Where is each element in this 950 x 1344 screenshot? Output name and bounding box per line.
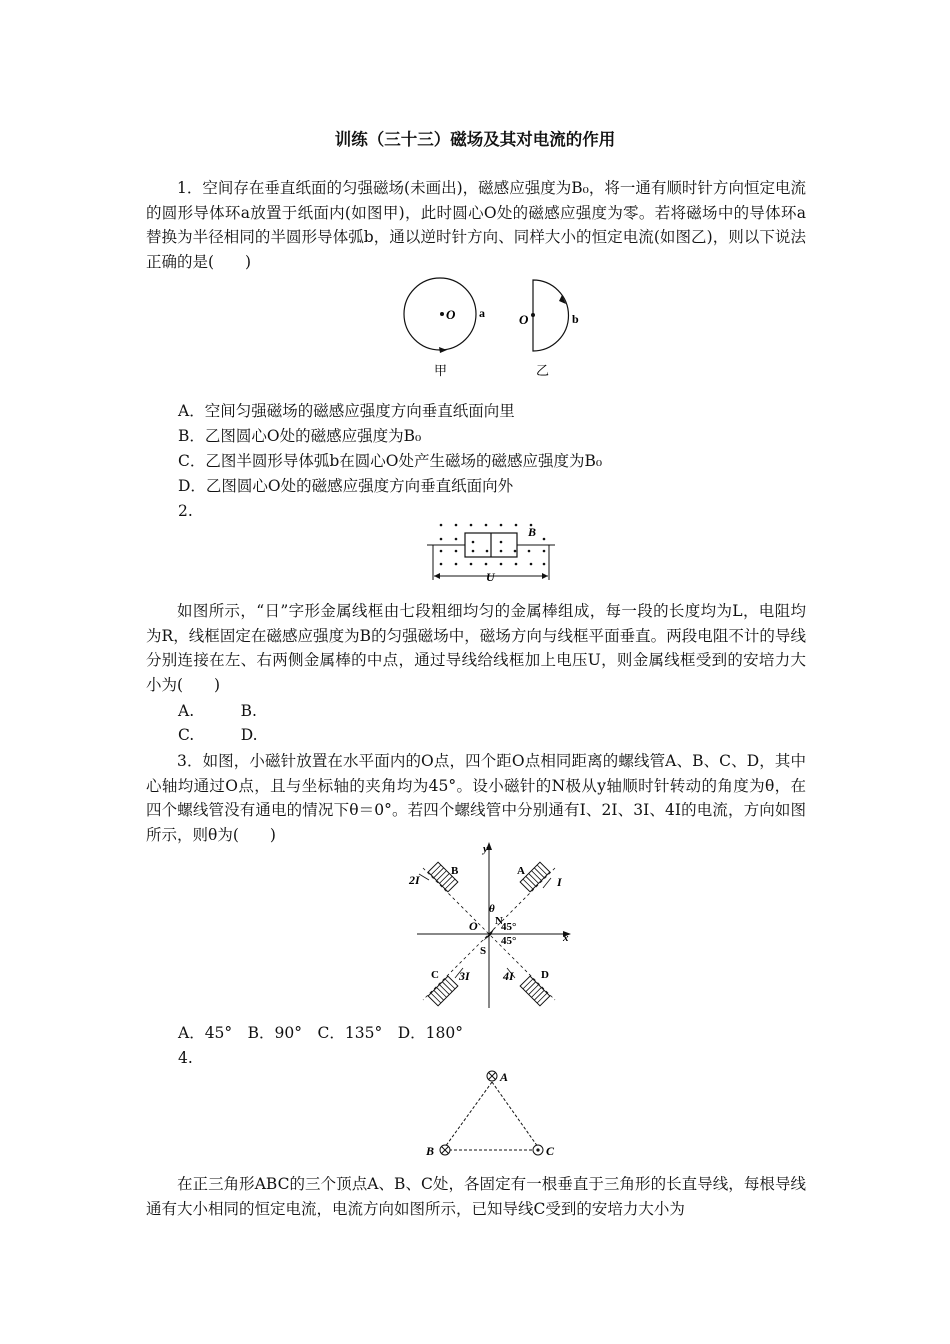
label-b: B [451, 865, 459, 877]
label-c: C [431, 969, 439, 981]
question-4-stem: 在正三角形ABC的三个顶点A、B、C处，各固定有一根垂直于三角形的长直导线，每根导线通有大小相同的恒定电流，电流方向如图所示，已知导线C受到的安培力大小为 [146, 1175, 806, 1218]
arc-label-b: b [572, 312, 579, 326]
label-c: C [546, 1144, 555, 1158]
wire-c [533, 1145, 543, 1155]
ring-label-a: a [479, 306, 485, 320]
question-2-number: 2. [178, 502, 193, 520]
x-axis-label: x [563, 932, 569, 944]
origin-label: O [469, 919, 478, 933]
q1-option-a: A．空间匀强磁场的磁感应强度方向垂直纸面向里 [178, 402, 515, 420]
label-d: D [541, 969, 549, 981]
q2-options-ab: A. B. [178, 702, 257, 720]
center-label-a: O [446, 307, 456, 322]
question-3-stem: 3．如图，小磁针放置在水平面内的O点，四个距O点相同距离的螺线管A、B、C、D，其中心轴均通过O点，且与坐标轴的夹角均为45°。设小磁针的N极从y轴顺时针转动的角度为θ，在四个螺线管没有通电的情况下θ＝0°。若四个螺线管中分别通有I、2I、3I、4I的电流，方向如图所示，则θ为( ) [146, 752, 806, 844]
current-a: I [557, 875, 562, 889]
angle-label-2: 45° [501, 935, 517, 947]
label-a: A [500, 1070, 509, 1084]
page-title: 训练（三十三）磁场及其对电流的作用 [334, 130, 616, 149]
question-1-stem: 1．空间存在垂直纸面的匀强磁场(未画出)，磁感应强度为B₀，将一通有顺时针方向恒定电流的圆形导体环a放置于纸面内(如图甲)，此时圆心O处的磁感应强度为零。若将磁场中的导体环a替换为半径相同的半圆形导体弧b，通以逆时针方向、同样大小的恒定电流(如图乙)，则以下说法正确的是( ) [146, 179, 806, 271]
center-dot-a [440, 312, 444, 316]
center-label-b: O [519, 312, 529, 327]
center-dot-b [531, 313, 535, 317]
caption-jia: 甲 [434, 363, 448, 378]
wire-b [440, 1145, 450, 1155]
current-d: 4I [503, 969, 514, 983]
angle-label-1: 45° [501, 921, 517, 933]
question-2-figure [425, 518, 560, 586]
q2-options-cd: C. D. [178, 726, 258, 744]
north-label: N [495, 915, 503, 927]
theta-label: θ [489, 903, 495, 915]
q3-options: A．45° B．90° C．135° D．180° [178, 1024, 463, 1042]
south-label: S [480, 945, 487, 957]
question-4-number: 4. [178, 1049, 193, 1067]
caption-yi: 乙 [536, 363, 550, 378]
wire-a [487, 1071, 497, 1081]
question-3-figure [405, 838, 575, 1010]
current-b: 2I [409, 873, 420, 887]
question-4-figure [420, 1066, 570, 1160]
field-label: B [528, 525, 537, 539]
label-a: A [517, 865, 525, 877]
q1-option-b: B．乙图圆心O处的磁感应强度为B₀ [178, 427, 422, 445]
question-1-figure [395, 276, 595, 382]
y-axis-label: y [483, 843, 488, 855]
question-2-stem: 如图所示，“日”字形金属线框由七段粗细均匀的金属棒组成，每一段的长度均为L，电阻均为R，线框固定在磁感应强度为B的匀强磁场中，磁场方向与线框平面垂直。两段电阻不计的导线分别连接在左、右两侧金属棒的中点，通过导线给线框加上电压U，则金属线框受到的安培力大小为( ) [146, 602, 806, 694]
arc-b [533, 280, 568, 351]
current-arrow-a [439, 347, 447, 353]
q1-option-d: D．乙图圆心O处的磁感应强度方向垂直纸面向外 [178, 477, 514, 495]
label-b: B [426, 1144, 435, 1158]
q1-option-c: C．乙图半圆形导体弧b在圆心O处产生磁场的磁感应强度为B₀ [178, 452, 603, 470]
current-c: 3I [459, 969, 470, 983]
voltage-label: U [486, 570, 495, 584]
